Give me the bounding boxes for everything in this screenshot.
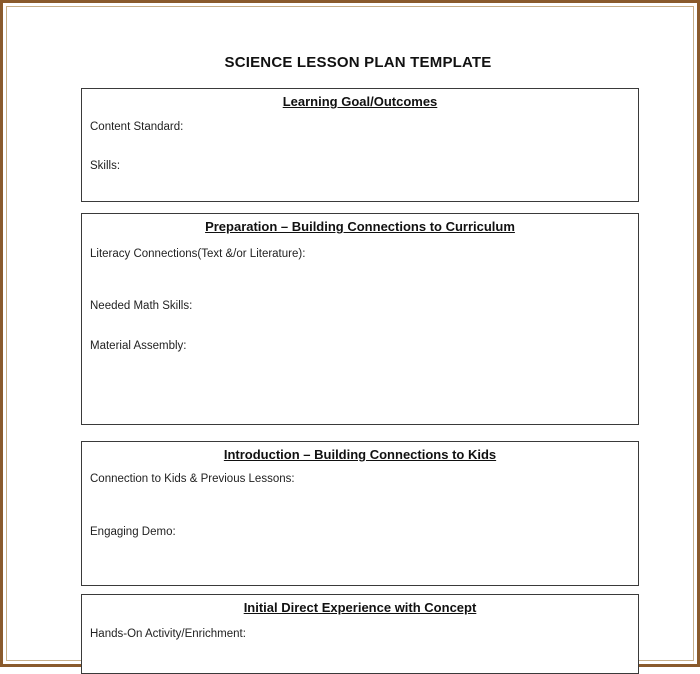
section-preparation — [81, 213, 639, 425]
field-content-standard: Content Standard: — [90, 121, 184, 133]
section-heading: Initial Direct Experience with Concept — [243, 600, 477, 615]
field-skills: Skills: — [90, 160, 121, 172]
document-title: SCIENCE LESSON PLAN TEMPLATE — [224, 54, 492, 71]
section-heading: Learning Goal/Outcomes — [282, 94, 438, 109]
field-connection-to-kids: Connection to Kids & Previous Lessons: — [90, 473, 295, 485]
field-needed-math-skills: Needed Math Skills: — [90, 300, 193, 312]
section-learning-goal — [81, 88, 639, 202]
section-heading: Introduction – Building Connections to Kids — [223, 447, 497, 462]
section-introduction — [81, 441, 639, 586]
section-heading: Preparation – Building Connections to Curriculum — [205, 219, 515, 234]
field-material-assembly: Material Assembly: — [90, 340, 187, 352]
section-initial-direct-experience — [81, 594, 639, 674]
field-hands-on-activity: Hands-On Activity/Enrichment: — [90, 628, 246, 640]
field-literacy-connections: Literacy Connections(Text &/or Literature): — [90, 248, 306, 260]
field-engaging-demo: Engaging Demo: — [90, 526, 176, 538]
